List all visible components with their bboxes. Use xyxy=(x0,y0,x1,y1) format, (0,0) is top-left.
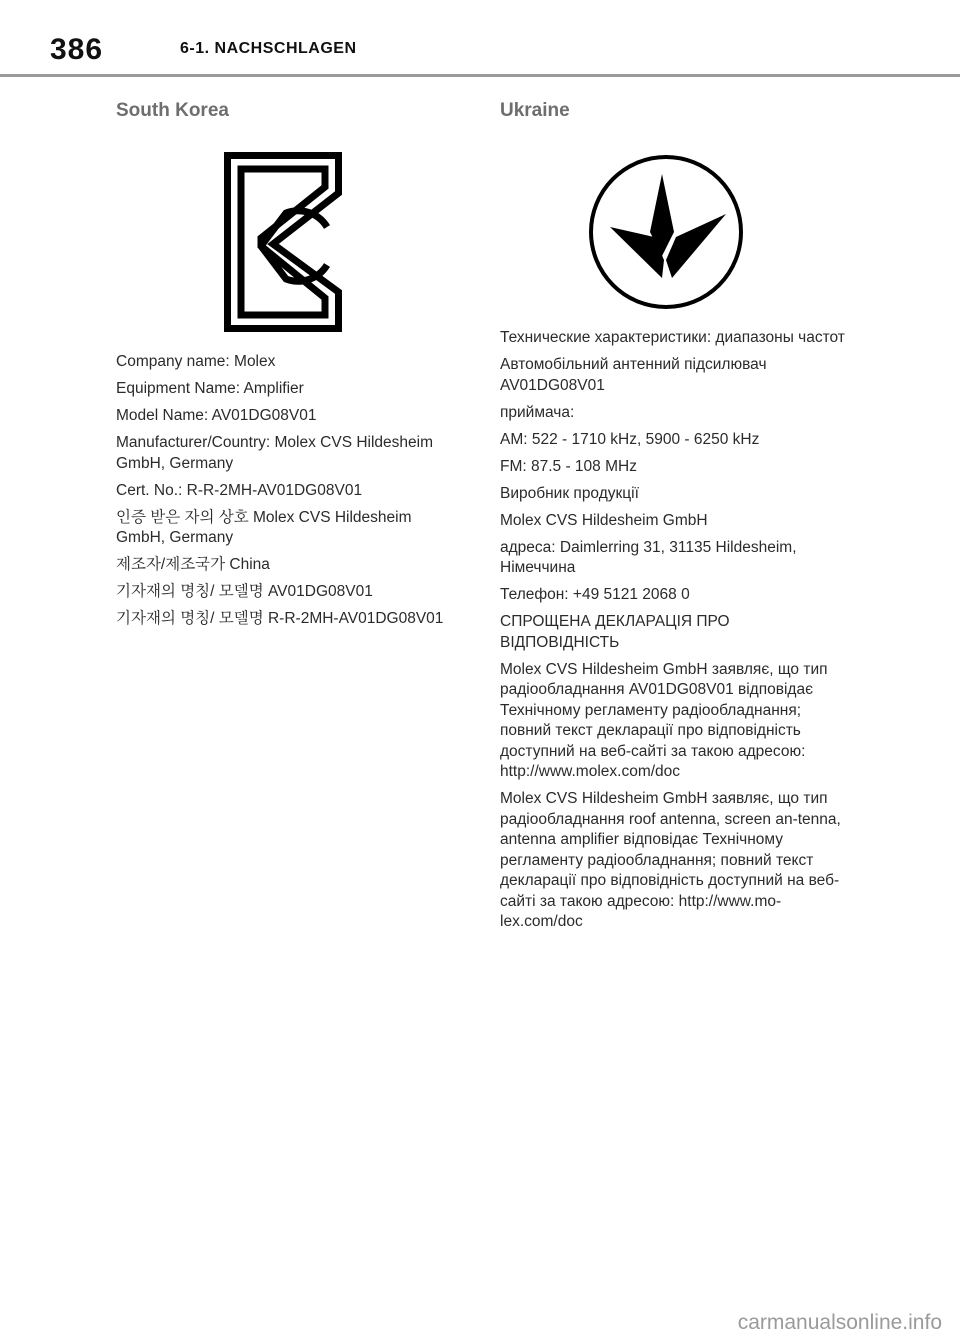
text-line: Molex CVS Hildesheim GmbH xyxy=(500,511,708,529)
ukraine-column xyxy=(500,100,845,939)
text-line: 인증 받은 자의 상호 Molex CVS Hildesheim GmbH, Germany xyxy=(116,508,412,546)
text-line: Автомобільний антенний підсилювач AV01DG08V01 xyxy=(500,356,767,394)
text-line: Cert. No.: R-R-2MH-AV01DG08V01 xyxy=(116,481,363,499)
text-line: СПРОЩЕНА ДЕКЛАРАЦІЯ ПРО ВІДПОВІДНІСТЬ xyxy=(500,613,730,651)
text-line: AM: 522 - 1710 kHz, 5900 - 6250 kHz xyxy=(500,430,760,448)
text-line: 기자재의 명칭/ 모델명 R-R-2MH-AV01DG08V01 xyxy=(116,610,444,627)
text-line: Company name: Molex xyxy=(116,353,276,370)
text-line: Телефон: +49 5121 2068 0 xyxy=(500,586,690,603)
kc-mark-icon xyxy=(224,152,342,332)
text-line: Виробник продукції xyxy=(500,484,639,502)
section-title: 6-1. NACHSCHLAGEN xyxy=(180,40,357,57)
south-korea-heading: South Korea xyxy=(116,100,229,121)
ukraine-text xyxy=(500,328,845,933)
text-line: адреса: Daimlerring 31, 31135 Hildesheim, Німеччина xyxy=(500,538,797,576)
header-rule xyxy=(0,74,960,77)
text-line: 제조자/제조국가 China xyxy=(116,556,270,573)
page-header xyxy=(0,0,960,80)
text-line: Manufacturer/Country: Molex CVS Hildesheim GmbH, Germany xyxy=(116,434,434,472)
text-line: приймача: xyxy=(500,403,575,421)
text-line: Model Name: AV01DG08V01 xyxy=(116,407,317,424)
watermark: carmanualsonline.info xyxy=(737,1311,942,1334)
text-line: FM: 87.5 - 108 MHz xyxy=(500,457,637,475)
ukraine-conformity-mark-icon xyxy=(586,152,746,312)
text-line: 기자재의 명칭/ 모델명 AV01DG08V01 xyxy=(116,583,373,600)
ukraine-heading: Ukraine xyxy=(500,100,570,121)
text-line: Molex CVS Hildesheim GmbH заявляє, що тип радіообладнання roof antenna, screen an-tenna, antenna amplifier відповідає Технічному регламенту радіообладнання; повний текст декларації про відповідність доступний на веб-сайті за такою адресою: http://www.mo-lex.com/doc xyxy=(500,790,841,930)
text-line: Molex CVS Hildesheim GmbH заявляє, що тип радіообладнання AV01DG08V01 відповідає Технічному регламенту радіообладнання; повний текст декларації про відповідність доступний на веб-сайті за такою адресою: http://www.molex.com/doc xyxy=(500,660,828,780)
text-line: Equipment Name: Amplifier xyxy=(116,380,304,397)
south-korea-column xyxy=(116,100,461,636)
text-line: Технические характеристики: диапазоны частот xyxy=(500,329,845,346)
south-korea-text xyxy=(116,352,461,630)
page-number: 386 xyxy=(50,33,104,66)
